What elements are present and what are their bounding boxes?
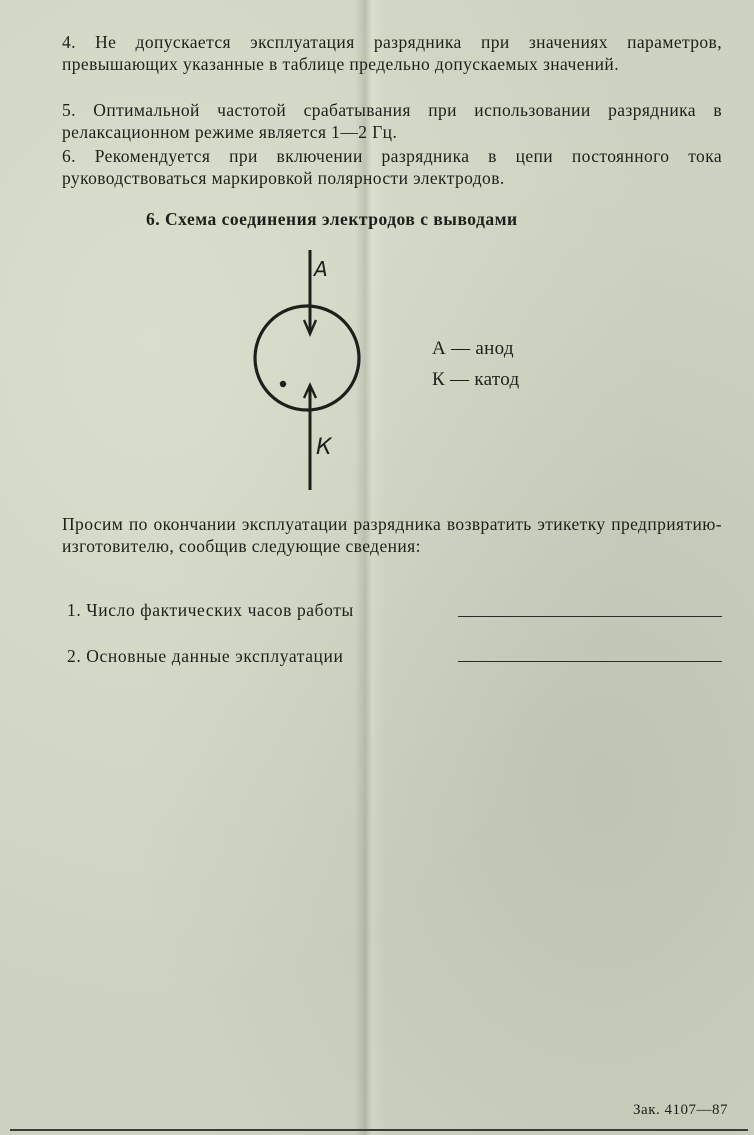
legend-anode: А — анод: [432, 338, 514, 359]
field-hours-blank[interactable]: [458, 616, 722, 617]
anode-letter: А: [314, 257, 328, 281]
field-operation-blank[interactable]: [458, 661, 722, 662]
cathode-letter: К: [316, 435, 332, 460]
field-operation-label: 2. Основные данные эксплуатации: [67, 646, 344, 666]
return-request: Просим по окончании эксплуатации разрядника возвратить этикетку предприятию-изготовителю, сообщив следующие сведения:: [62, 514, 722, 556]
instruction-item-6: 6. Рекомендуется при включении разрядника в цепи постоянного тока руководствоваться маркировкой полярности электродов.: [62, 146, 722, 188]
order-number: Зак. 4107—87: [633, 1102, 728, 1118]
legend-cathode: К — катод: [432, 369, 520, 390]
instruction-item-5: 5. Оптимальной частотой срабатывания при использовании разрядника в релаксационном режиме является 1—2 Гц.: [62, 100, 722, 142]
envelope-circle: [255, 306, 359, 410]
polarity-dot: [280, 381, 286, 387]
field-hours-label: 1. Число фактических часов работы: [67, 600, 354, 620]
instruction-item-4: 4. Не допускается эксплуатация разрядника при значениях параметров, превышающих указанные в таблице предельно допускаемых значений.: [62, 32, 722, 74]
scheme-heading: 6. Схема соединения электродов с выводами: [146, 209, 518, 229]
bottom-border: [10, 1129, 748, 1131]
electrode-diagram: [240, 244, 380, 494]
